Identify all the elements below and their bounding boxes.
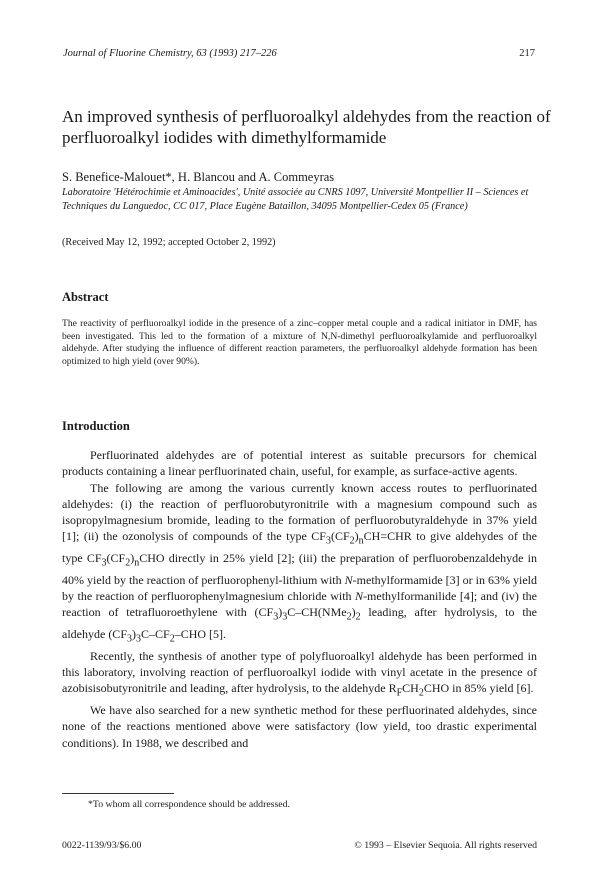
introduction-body [62, 447, 537, 751]
footnote-divider [62, 793, 174, 794]
affiliation: Laboratoire 'Hétérochimie et Aminoacides', Unité associée au CNRS 1097, Université Montpellier II – Sciences et Techniques du Languedoc, CC 017, Place Eugène Bataillon, 34095 Montpellier-Cedex 05 (France) [62, 187, 529, 212]
copyright-notice: © 1993 – Elsevier Sequoia. All rights reserved [354, 840, 537, 851]
abstract-heading: Abstract [62, 290, 109, 304]
footnote: *To whom all correspondence should be addressed. [88, 799, 290, 810]
page-footer [62, 840, 537, 851]
abstract-text: The reactivity of perfluoroalkyl iodide in the presence of a zinc–copper metal couple and a radical initiator in DMF, has been investigated. This led to the formation of a mixture of N,N-dimethyl perfluoroalkylamide and perfluoroalkyl aldehyde. After studying the influence of different reaction parameters, the perfluoroalkyl aldehyde formation has been optimized to high yield (over 90%). [62, 318, 537, 367]
paragraph: Recently, the synthesis of another type of polyfluoroalkyl aldehyde has been performed in this laboratory, involving reaction of perfluoroalkyl iodide with vinyl acetate in the presence of azobisisobutyronitrile and leading, after hydrolysis, to the aldehyde $R_FCH_2CHO$ in 85% yield [6]. [62, 648, 537, 699]
introduction-heading: Introduction [62, 419, 130, 433]
journal-citation: Journal of Fluorine Chemistry, 63 (1993) 217–226 [63, 48, 277, 59]
paragraph: The following are among the various currently known access routes to perfluorinated aldehydes: (i) the reaction of perfluorobutyronitrile with a magnesium compound such as isopropylmagnesium bromide, leading to the formation of perfluorobutyraldehyde in 37% yield [1]; (ii) the ozonolysis of compounds of the type $CF_3(CF_2)_nCH=CHR$ to give aldehydes of the type $CF_3(CF_2)_nCHO$ directly in 25% yield [2]; (iii) the preparation of perfluorobenzaldehyde in 40% yield by the reaction of perfluorophenyl-lithium with N-methylformamide [3] or in 63% yield by the reaction of perfluorophenylmagnesium chloride with N-methylformanilide [4]; and (iv) the reaction of tetrafluoroethylene with $(CF_3)_3C-CH(NMe_2)_2$ leading, after hydrolysis, to the aldehyde $(CF_3)_3C-CF_2$–CHO [5]. [62, 480, 537, 645]
page-number: 217 [519, 48, 535, 59]
article-title: An improved synthesis of perfluoroalkyl aldehydes from the reaction of perfluoroalkyl iodides with dimethylformamide [62, 107, 551, 147]
authors: S. Benefice-Malouet*, H. Blancou and A. Commeyras [62, 170, 335, 184]
running-header [63, 48, 535, 59]
issn-code: 0022-1139/93/$6.00 [62, 840, 142, 851]
paragraph: Perfluorinated aldehydes are of potential interest as suitable precursors for chemical products containing a linear perfluorinated chain, useful, for example, as surface-active agents. [62, 448, 537, 479]
paragraph: We have also searched for a new synthetic method for these perfluorinated aldehydes, since none of the reactions mentioned above were satisfactory (low yield, too drastic experimental conditions). In 1988, we described and [62, 703, 537, 750]
received-dates: (Received May 12, 1992; accepted October 2, 1992) [62, 237, 276, 248]
